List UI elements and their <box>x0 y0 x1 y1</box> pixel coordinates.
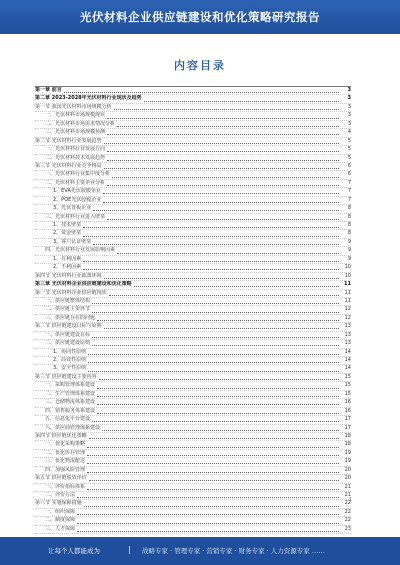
toc-entry-title: 四、销售服务体系建设 <box>45 407 96 414</box>
toc-leader-dots <box>83 236 339 237</box>
toc-leader-dots <box>97 413 339 414</box>
toc-leader-dots <box>97 320 339 321</box>
toc-entry-page: 20 <box>344 466 351 473</box>
toc-entry[interactable] <box>35 273 351 281</box>
toc-leader-dots <box>103 202 339 203</box>
toc-entry[interactable] <box>35 256 351 264</box>
toc-entry-page: 15 <box>344 390 351 397</box>
toc-leader-dots <box>97 388 339 389</box>
toc-entry[interactable] <box>35 163 351 171</box>
toc-leader-dots <box>92 337 339 338</box>
toc-leader-dots <box>64 92 339 93</box>
table-of-contents <box>35 86 351 534</box>
toc-entry[interactable] <box>35 416 351 424</box>
toc-entry-page: 9 <box>347 238 351 245</box>
toc-leader-dots <box>83 227 339 228</box>
toc-entry-title: 第六节 实施保障措施 <box>35 500 82 507</box>
toc-entry[interactable] <box>35 171 351 179</box>
toc-entry[interactable] <box>35 323 351 331</box>
toc-leader-dots <box>104 143 339 144</box>
toc-entry-page: 22 <box>344 508 351 515</box>
toc-entry[interactable] <box>35 509 351 517</box>
toc-leader-dots <box>88 354 339 355</box>
toc-entry[interactable] <box>35 458 351 466</box>
toc-leader-dots <box>107 185 339 186</box>
toc-leader-dots <box>77 531 339 532</box>
toc-entry[interactable] <box>35 298 351 306</box>
toc-entry[interactable] <box>35 121 351 129</box>
toc-entry-page: 11 <box>344 289 351 296</box>
toc-entry[interactable] <box>35 357 351 365</box>
toc-entry-page: 21 <box>344 483 351 490</box>
toc-leader-dots <box>87 463 339 464</box>
toc-leader-dots <box>144 101 339 102</box>
toc-entry-title: 3、客户认证壁垒 <box>53 238 92 245</box>
toc-entry-title: 3、光伏背板企业 <box>53 205 92 212</box>
toc-chapter-entry[interactable] <box>35 281 351 289</box>
toc-entry-page: 13 <box>344 323 351 330</box>
toc-entry-page: 13 <box>344 340 351 347</box>
toc-entry-title: 六、供应商管理体系建设 <box>45 424 101 431</box>
toc-leader-dots <box>87 455 339 456</box>
toc-entry-title: 1、有利因素 <box>53 255 82 262</box>
toc-entry-page: 11 <box>344 297 351 304</box>
toc-leader-dots <box>89 480 339 481</box>
toc-entry-page: 20 <box>344 475 351 482</box>
toc-leader-dots <box>92 421 339 422</box>
toc-entry-page: 14 <box>344 348 351 355</box>
toc-entry[interactable] <box>35 374 351 382</box>
toc-leader-dots <box>109 295 339 296</box>
toc-entry[interactable] <box>35 155 351 163</box>
toc-entry[interactable] <box>35 492 351 500</box>
toc-entry-page: 16 <box>344 399 351 406</box>
toc-entry[interactable] <box>35 138 351 146</box>
toc-entry-page: 5 <box>347 154 351 161</box>
toc-entry-title: 1、协同性原则 <box>53 348 87 355</box>
toc-entry-title: 三、光伏材料行业进入壁垒 <box>45 213 106 220</box>
toc-leader-dots <box>117 126 339 127</box>
toc-leader-dots <box>89 438 339 439</box>
toc-entry[interactable] <box>35 230 351 238</box>
toc-entry-title: 第一节 光伏材料企业供应链现状 <box>35 289 107 296</box>
toc-entry-title: 第四节 光伏材料行业政策环境 <box>35 272 102 279</box>
toc-leader-dots <box>77 497 339 498</box>
toc-entry-title: 第三节 光伏材料行业竞争格局 <box>35 162 102 169</box>
toc-leader-dots <box>114 109 339 110</box>
toc-entry-title: 第二节 供应链建设目标与原则 <box>35 323 102 330</box>
toc-entry[interactable] <box>35 264 351 272</box>
toc-entry-page: 19 <box>344 449 351 456</box>
toc-entry[interactable] <box>35 180 351 188</box>
toc-leader-dots <box>104 278 339 279</box>
toc-entry[interactable] <box>35 315 351 323</box>
toc-leader-dots <box>107 151 339 152</box>
toc-entry-title: 一、光伏材料市场规模现状 <box>45 112 106 119</box>
toc-entry[interactable] <box>35 332 351 340</box>
toc-chapter-entry[interactable] <box>35 95 351 103</box>
toc-entry[interactable] <box>35 475 351 483</box>
toc-entry-page: 4 <box>347 129 351 136</box>
toc-entry-page: 7 <box>347 179 351 186</box>
toc-entry-title: 1、技术壁垒 <box>53 222 82 228</box>
toc-entry-page: 6 <box>347 171 351 178</box>
toc-leader-dots <box>117 253 339 254</box>
toc-entry[interactable] <box>35 112 351 120</box>
toc-entry[interactable] <box>35 391 351 399</box>
toc-entry-title: 二、优化库存管理 <box>45 449 86 456</box>
toc-entry-page: 6 <box>347 162 351 169</box>
toc-entry-title: 三、优化物流配送 <box>45 458 86 465</box>
toc-entry[interactable] <box>35 382 351 390</box>
toc-leader-dots <box>92 303 339 304</box>
toc-entry[interactable] <box>35 104 351 112</box>
toc-entry-page: 7 <box>347 196 351 203</box>
toc-entry-page: 14 <box>344 357 351 363</box>
footer-separator: | <box>128 545 131 554</box>
toc-leader-dots <box>92 345 339 346</box>
toc-entry-page: 7 <box>347 188 351 195</box>
toc-leader-dots <box>77 514 339 515</box>
toc-entry[interactable] <box>35 222 351 230</box>
toc-entry-page: 5 <box>347 146 351 153</box>
page-header <box>0 0 400 34</box>
toc-entry-page: 8 <box>347 213 351 220</box>
toc-entry-title: 四、加强风险管理 <box>45 466 86 473</box>
toc-entry[interactable] <box>35 517 351 525</box>
toc-leader-dots <box>84 506 339 507</box>
toc-entry-title: 三、人才保障 <box>45 525 76 532</box>
toc-entry-title: 一、优化采购策略 <box>45 441 86 448</box>
toc-entry-title: 三、供应链存在的问题 <box>45 314 96 321</box>
toc-entry-title: 二、制度保障 <box>45 517 76 524</box>
toc-entry-title: 二、供应链主要环节 <box>45 306 91 313</box>
toc-entry-title: 第四节 供应链优化策略 <box>35 432 87 439</box>
toc-entry-page: 12 <box>344 306 351 313</box>
toc-entry-page: 23 <box>344 525 351 532</box>
toc-entry[interactable] <box>35 197 351 205</box>
toc-entry[interactable] <box>35 247 351 255</box>
toc-leader-dots <box>104 328 339 329</box>
toc-entry-page: 13 <box>344 331 351 338</box>
toc-entry-page: 11 <box>344 281 351 288</box>
toc-leader-dots <box>107 219 339 220</box>
toc-entry-page: 18 <box>344 432 351 439</box>
toc-leader-dots <box>112 177 339 178</box>
toc-entry[interactable] <box>35 467 351 475</box>
toc-entry-page: 21 <box>344 492 351 498</box>
toc-leader-dots <box>87 447 339 448</box>
toc-entry[interactable] <box>35 408 351 416</box>
toc-entry-title: 第一章 前言 <box>35 87 62 93</box>
toc-entry[interactable] <box>35 425 351 433</box>
toc-leader-dots <box>87 489 339 490</box>
toc-entry-title: 2、资金壁垒 <box>53 230 82 237</box>
toc-entry-page: 9 <box>347 255 351 262</box>
toc-entry[interactable] <box>35 129 351 137</box>
toc-entry-page: 22 <box>344 500 351 507</box>
footer-slogan: 让每个人都能成为 <box>48 547 100 555</box>
toc-entry-page: 16 <box>344 407 351 414</box>
toc-leader-dots <box>87 472 339 473</box>
toc-entry-page: 9 <box>347 247 351 254</box>
toc-entry-title: 二、评价方法 <box>45 492 76 498</box>
toc-entry-title: 二、光伏材料技术发展趋势 <box>45 154 106 161</box>
toc-entry-page: 10 <box>344 264 351 271</box>
toc-entry-title: 一、评价指标体系 <box>45 483 86 490</box>
toc-entry-title: 一、光伏材料行业集中度分析 <box>45 171 111 178</box>
toc-entry-page: 10 <box>344 272 351 279</box>
toc-entry-page: 8 <box>347 222 351 228</box>
toc-entry-page: 17 <box>344 424 351 431</box>
toc-entry-title: 一、供应链建设目标 <box>45 331 91 338</box>
toc-entry-page: 18 <box>344 441 351 448</box>
toc-entry-title: 2、POE光伏胶膜企业 <box>53 196 102 203</box>
toc-leader-dots <box>93 210 339 211</box>
toc-leader-dots <box>88 371 339 372</box>
toc-entry[interactable] <box>35 306 351 314</box>
toc-entry-page: 3 <box>347 120 351 127</box>
toc-leader-dots <box>99 379 339 380</box>
toc-entry[interactable] <box>35 239 351 247</box>
toc-leader-dots <box>107 134 339 135</box>
toc-heading: 内容目录 <box>174 59 226 72</box>
toc-entry-page: 3 <box>347 87 351 93</box>
toc-entry[interactable] <box>35 214 351 222</box>
toc-entry-page: 12 <box>344 314 351 321</box>
toc-leader-dots <box>83 261 339 262</box>
toc-entry-title: 五、信息化平台建设 <box>45 416 91 423</box>
toc-entry-title: 一、采购管理体系建设 <box>45 382 96 389</box>
toc-entry-title: 1、EVA光伏胶膜企业 <box>53 188 101 195</box>
toc-entry[interactable] <box>35 450 351 458</box>
footer-tagline: 战略专家 · 管理专家 · 营销专家 · 财务专家 · 人力资源专家 …… <box>142 547 325 555</box>
page-footer <box>0 537 400 565</box>
toc-entry-title: 3、安全性原则 <box>53 365 87 372</box>
toc-entry-page: 19 <box>344 458 351 465</box>
toc-leader-dots <box>92 312 339 313</box>
report-title: 光伏材料企业供应链建设和优化策略研究报告 <box>80 10 320 24</box>
toc-entry-title: 四、光伏材料行业发展影响因素 <box>45 247 116 254</box>
toc-entry-title: 第五节 供应链绩效评价 <box>35 475 87 482</box>
toc-entry[interactable] <box>35 484 351 492</box>
toc-leader-dots <box>102 430 339 431</box>
toc-leader-dots <box>97 396 339 397</box>
toc-leader-dots <box>134 286 339 287</box>
toc-entry[interactable] <box>35 526 351 534</box>
toc-entry-title: 第三节 供应链建设主要内容 <box>35 373 97 380</box>
toc-entry[interactable] <box>35 290 351 298</box>
toc-entry-page: 3 <box>347 103 351 110</box>
toc-entry-page: 14 <box>344 365 351 372</box>
toc-entry-page: 5 <box>347 137 351 144</box>
toc-leader-dots <box>83 269 339 270</box>
toc-entry-page: 15 <box>344 373 351 380</box>
toc-entry-title: 一、组织保障 <box>45 508 76 515</box>
toc-leader-dots <box>107 160 339 161</box>
page-number: 1 <box>348 497 352 503</box>
toc-chapter-entry[interactable] <box>35 87 351 95</box>
toc-entry-title: 三、仓储物流体系建设 <box>45 399 96 406</box>
toc-entry-page: 22 <box>344 517 351 524</box>
toc-entry-page: 17 <box>344 416 351 423</box>
toc-entry[interactable] <box>35 433 351 441</box>
toc-leader-dots <box>107 118 339 119</box>
toc-entry[interactable] <box>35 349 351 357</box>
toc-entry-title: 2、高效性原则 <box>53 357 87 363</box>
toc-entry[interactable] <box>35 500 351 508</box>
toc-leader-dots <box>103 193 339 194</box>
toc-entry-page: 8 <box>347 230 351 237</box>
toc-entry[interactable] <box>35 441 351 449</box>
toc-entry[interactable] <box>35 205 351 213</box>
toc-entry-page: 15 <box>344 382 351 389</box>
toc-entry[interactable] <box>35 399 351 407</box>
toc-entry[interactable] <box>35 188 351 196</box>
toc-leader-dots <box>97 404 339 405</box>
toc-entry-title: 一、供应链整体结构 <box>45 297 91 304</box>
toc-entry-title: 三、光伏材料市场规模预测 <box>45 129 106 136</box>
toc-entry-title: 第一节 我国光伏材料市场规模分析 <box>35 103 112 110</box>
toc-entry-title: 二、光伏材料主要企业分析 <box>45 179 106 186</box>
toc-leader-dots <box>93 244 339 245</box>
toc-entry-title: 2、不利因素 <box>53 264 82 271</box>
toc-entry-title: 二、供应链建设原则 <box>45 340 91 347</box>
toc-leader-dots <box>88 362 339 363</box>
toc-leader-dots <box>77 523 339 524</box>
toc-leader-dots <box>104 168 339 169</box>
toc-entry[interactable] <box>35 340 351 348</box>
toc-entry-page: 3 <box>347 112 351 119</box>
toc-entry-title: 二、光伏材料市场需求情况分析 <box>45 120 116 127</box>
toc-entry-page: 3 <box>347 95 351 102</box>
toc-entry-title: 一、光伏材料行业发展方向 <box>45 146 106 153</box>
toc-entry-title: 第二节 光伏材料行业发展趋势 <box>35 137 102 144</box>
toc-entry-title: 第二章 2023-2028年光伏材料行业现状及趋势 <box>35 95 142 102</box>
toc-entry-title: 二、生产管理体系建设 <box>45 390 96 397</box>
toc-entry-title: 第三章 光伏材料企业供应链建设和优化策略 <box>35 281 132 288</box>
toc-entry[interactable] <box>35 146 351 154</box>
toc-entry[interactable] <box>35 365 351 373</box>
toc-entry-page: 8 <box>347 205 351 212</box>
